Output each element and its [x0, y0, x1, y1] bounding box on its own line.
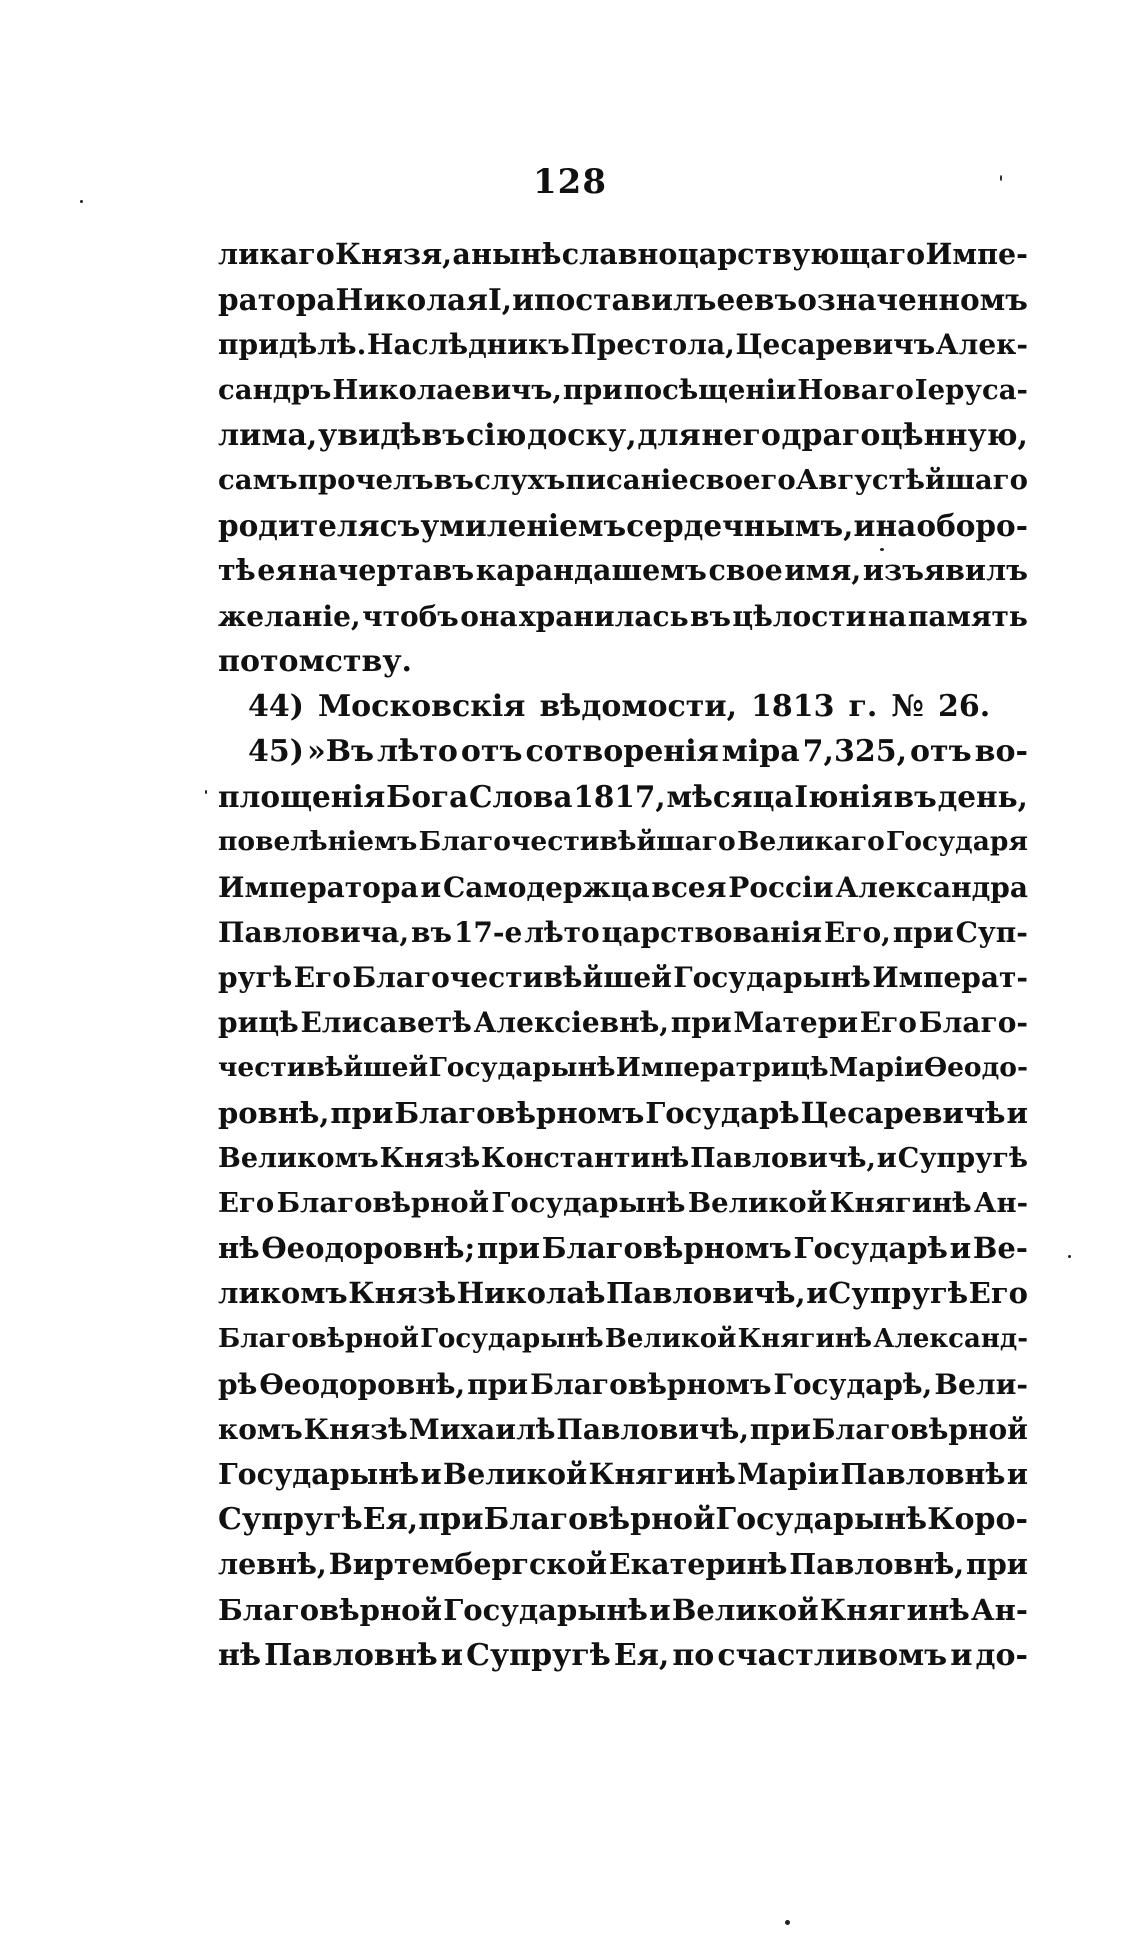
word: Импе-	[925, 237, 1028, 271]
word: чтобъ	[362, 599, 459, 633]
word: I,	[487, 282, 513, 318]
word: всея	[651, 870, 727, 904]
text-line	[218, 1045, 1028, 1090]
word: Императрицѣ	[615, 1052, 829, 1084]
word: и	[1006, 1457, 1028, 1492]
word: на	[875, 508, 917, 544]
word: съ	[379, 508, 421, 544]
text-line	[218, 548, 1028, 593]
word: Благовѣрномъ	[530, 1367, 772, 1401]
text-line	[218, 1271, 1028, 1316]
word: повелѣніемъ	[218, 826, 418, 858]
word: Государѣ,	[773, 1367, 933, 1401]
text-line	[218, 1542, 1028, 1587]
word: рицѣ	[218, 1006, 299, 1040]
word: Цесаревичѣ	[800, 1095, 1006, 1130]
word: Маріи	[737, 1457, 840, 1492]
word: и	[420, 870, 442, 904]
word: Великомъ	[218, 1142, 379, 1174]
word: Его,	[823, 915, 891, 949]
word: отъ	[460, 734, 523, 770]
word: и	[806, 1276, 828, 1311]
word: Благочестивѣйшаго	[418, 826, 736, 858]
word: означенномъ	[797, 282, 1028, 318]
word: Ѳеодоровнѣ;	[261, 1231, 476, 1266]
word: Государынѣ	[715, 1502, 928, 1538]
word: площенія	[218, 779, 386, 815]
word: Государѣ	[645, 1095, 800, 1130]
word: Государынѣ	[218, 1457, 420, 1492]
word: Княгинѣ	[588, 1457, 736, 1492]
scan-speck	[1068, 1255, 1071, 1258]
word: Бога	[386, 779, 469, 815]
word: въ	[690, 599, 731, 633]
word: поставилъ	[534, 282, 717, 318]
word: 26.	[937, 688, 991, 724]
word: желаніе,	[218, 599, 361, 633]
word: Его	[968, 1276, 1028, 1311]
word: умиленіемъ	[420, 508, 627, 544]
word: придѣлѣ.	[218, 328, 367, 362]
word: сердечнымъ,	[626, 508, 854, 544]
word: Россіи	[728, 870, 834, 904]
word: драгоцѣнную,	[781, 417, 1028, 453]
word: міра	[721, 734, 800, 770]
word: нѣ	[218, 1231, 260, 1266]
word: въ	[411, 915, 452, 949]
word: слухъ	[474, 463, 566, 496]
scan-speck	[785, 1920, 790, 1925]
word: Новаго	[797, 373, 914, 406]
word: ратора	[218, 282, 336, 318]
word: Благовѣрной	[811, 1412, 1028, 1446]
word: Цесаревичъ	[735, 328, 936, 362]
word: №	[891, 688, 924, 724]
word: а	[452, 237, 471, 271]
word: ликаго	[218, 237, 335, 271]
word: свое	[708, 553, 783, 588]
word: изъявилъ	[862, 553, 1028, 588]
text-line	[218, 1633, 1028, 1678]
word: самъ	[218, 463, 298, 496]
word: ровнѣ,	[218, 1095, 330, 1130]
word: Великой	[604, 1323, 737, 1354]
word: Екатеринѣ	[608, 1547, 788, 1582]
text-line	[218, 1362, 1028, 1407]
word: лима,	[218, 417, 318, 453]
word: Николаѣ	[456, 1276, 606, 1311]
text-line	[218, 368, 1028, 413]
word: Благочестивѣйшей	[352, 961, 672, 994]
word: при	[670, 1006, 732, 1040]
word: »Въ	[306, 734, 375, 770]
word: Благовѣрной	[218, 1592, 443, 1627]
text-line	[218, 639, 1028, 684]
word: лѣто	[377, 734, 458, 770]
word: Павловнѣ	[840, 1457, 1006, 1492]
word: при	[467, 1367, 529, 1401]
word: Ан-	[971, 1592, 1028, 1627]
word: Государынѣ	[491, 1186, 686, 1219]
word: ея	[257, 553, 297, 588]
word: Ея,	[362, 1502, 419, 1538]
word: 44)	[248, 688, 304, 724]
text-line	[218, 955, 1028, 1000]
text-line	[218, 819, 1028, 864]
word: сію	[465, 417, 527, 453]
word: ругѣ	[218, 961, 293, 994]
text-line	[218, 322, 1028, 367]
word: при	[966, 1547, 1028, 1582]
word: Княгинѣ	[829, 1186, 972, 1219]
word: Императ-	[872, 961, 1028, 994]
word: Елисаветѣ	[300, 1006, 472, 1040]
word: Княгинѣ	[819, 1592, 970, 1627]
word: Павловнѣ,	[789, 1547, 965, 1582]
text-line	[218, 1226, 1028, 1271]
word: Павловнѣ	[264, 1637, 438, 1673]
word: Маріи	[828, 1052, 924, 1084]
text-line	[218, 1497, 1028, 1542]
word: Николаевичъ,	[332, 373, 562, 406]
word: при	[749, 1412, 811, 1446]
word: Супругѣ	[466, 1637, 611, 1673]
word: писаніе	[565, 463, 689, 496]
word: Супругѣ	[897, 1142, 1028, 1174]
text-line	[218, 1317, 1028, 1362]
word: славно	[561, 237, 678, 271]
word: Князѣ	[379, 1142, 481, 1174]
word: на	[867, 599, 907, 633]
word: Ея,	[613, 1637, 670, 1673]
word: Супругѣ	[218, 1502, 363, 1538]
text-line	[218, 594, 1028, 639]
text-line	[218, 1091, 1028, 1136]
word: по	[672, 1637, 715, 1673]
text-line	[218, 503, 1028, 548]
word: Московскія	[317, 688, 526, 724]
word: тѣ	[218, 553, 256, 588]
word: Великой	[442, 1457, 588, 1492]
word: Князѣ	[348, 1276, 457, 1311]
word: Великой	[671, 1592, 819, 1627]
word: счастливомъ	[717, 1637, 948, 1673]
word: и	[649, 1592, 671, 1627]
word: Николая	[335, 282, 488, 318]
word: оборо-	[916, 508, 1028, 544]
word: цѣлости	[732, 599, 867, 633]
word: Благовѣрной	[276, 1186, 490, 1219]
text-line	[218, 277, 1028, 322]
word: него	[701, 417, 781, 453]
word: Престола,	[570, 328, 735, 362]
word: Его	[859, 1006, 917, 1040]
word: и	[950, 1637, 973, 1673]
word: Павловичѣ,	[556, 1412, 749, 1446]
word: лѣто	[524, 915, 600, 949]
word: хранилась	[518, 599, 689, 633]
word: левнѣ,	[218, 1547, 327, 1582]
text-line	[218, 1181, 1028, 1226]
word: сотворенія	[525, 734, 719, 770]
word: Государя	[885, 826, 1028, 858]
scan-speck	[1000, 175, 1002, 181]
word: Іеруса-	[914, 373, 1028, 406]
word: царствующаго	[677, 237, 926, 271]
text-line	[218, 910, 1028, 955]
word: и	[512, 282, 534, 318]
word: 1817,	[573, 779, 666, 815]
word: Ѳеодоровнѣ,	[259, 1367, 466, 1401]
word: мѣсяца	[666, 779, 794, 815]
word: комъ	[218, 1412, 303, 1446]
word: отъ	[910, 734, 972, 770]
word: вѣдомости,	[539, 688, 738, 724]
word: Великаго	[736, 826, 885, 858]
word: Благовѣрномъ	[394, 1095, 645, 1130]
word: потомству.	[218, 643, 412, 679]
word: нѣ	[218, 1637, 262, 1673]
word: Константинѣ	[481, 1142, 690, 1174]
word: и	[949, 1231, 972, 1266]
word: при	[562, 373, 623, 406]
word: во-	[974, 734, 1028, 770]
word: Ан-	[974, 1186, 1028, 1219]
word: своего	[688, 463, 796, 496]
word: Его	[293, 961, 351, 994]
word: Ве-	[972, 1231, 1028, 1266]
text-line	[218, 1000, 1028, 1045]
word: Благовѣрномъ	[541, 1231, 792, 1266]
body-text	[218, 232, 1028, 1678]
word: г.	[848, 688, 878, 724]
word: Михаилѣ	[408, 1412, 556, 1446]
scan-speck	[880, 548, 884, 551]
word: 45)	[248, 734, 304, 770]
word: при	[418, 1502, 484, 1538]
word: для	[637, 417, 701, 453]
word: Павловича,	[218, 915, 410, 949]
word: Вели-	[934, 1367, 1028, 1401]
word: при	[892, 915, 954, 949]
word: посѣщеніи	[623, 373, 797, 406]
word: и	[1006, 1095, 1028, 1130]
text-line	[218, 1407, 1028, 1452]
text-line	[218, 232, 1028, 277]
word: Великой	[687, 1186, 828, 1219]
text-line	[218, 774, 1028, 819]
word: Благовѣрной	[483, 1502, 716, 1538]
word: и	[853, 508, 876, 544]
word: Князя,	[335, 237, 453, 271]
word: въ	[433, 463, 474, 496]
scan-speck	[80, 200, 83, 203]
word: родителя	[218, 508, 380, 544]
word: Супругѣ	[828, 1276, 969, 1311]
word: при	[476, 1231, 540, 1266]
word: Ѳеодо-	[923, 1052, 1028, 1084]
word: до-	[975, 1637, 1028, 1673]
word: Павловичѣ,	[606, 1276, 806, 1311]
footnote-45-start	[218, 729, 1028, 774]
scan-speck	[205, 790, 207, 794]
word: Государѣ	[793, 1231, 948, 1266]
text-line	[218, 413, 1028, 458]
word: имя,	[784, 553, 862, 588]
word: Алек-	[935, 328, 1028, 362]
word: день,	[937, 779, 1028, 815]
word: 17-е	[453, 915, 523, 949]
word: Матери	[733, 1006, 859, 1040]
word: карандашемъ	[475, 553, 707, 588]
word: и	[440, 1637, 464, 1673]
word: Іюнія	[794, 779, 893, 815]
word: сандръ	[218, 373, 332, 406]
word: Государынѣ	[428, 1052, 616, 1084]
word: 7,325,	[802, 734, 908, 770]
word: въ	[754, 282, 798, 318]
word: Благовѣрной	[218, 1323, 419, 1354]
word: ее	[716, 282, 755, 318]
word: доску,	[527, 417, 637, 453]
word: Самодержца	[443, 870, 650, 904]
word: Виртембергской	[328, 1547, 608, 1582]
text-line	[218, 865, 1028, 910]
word: Наслѣдникъ	[367, 328, 570, 362]
word: ликомъ	[218, 1276, 348, 1311]
word: Слова	[468, 779, 573, 815]
word: Августѣйшаго	[795, 463, 1028, 496]
word: Александ-	[873, 1323, 1028, 1354]
word: рѣ	[218, 1367, 258, 1401]
footnote-44	[218, 684, 1028, 729]
word: при	[330, 1095, 394, 1130]
word: честивѣйшей	[218, 1052, 429, 1084]
word: нынѣ	[471, 237, 562, 271]
page-number: 128	[533, 162, 607, 202]
word: Государынѣ	[443, 1592, 648, 1627]
text-line	[218, 458, 1028, 503]
word: Княгинѣ	[737, 1323, 873, 1354]
word: Благо-	[918, 1006, 1028, 1040]
word: она	[460, 599, 518, 633]
word: Его	[218, 1186, 275, 1219]
text-line	[218, 1588, 1028, 1633]
word: въ	[893, 779, 937, 815]
word: увидѣвъ	[318, 417, 466, 453]
word: царствованія	[601, 915, 822, 949]
text-line	[218, 1452, 1028, 1497]
word: память	[907, 599, 1028, 633]
word: 1813	[751, 688, 835, 724]
word: Князѣ	[303, 1412, 408, 1446]
word: Императора	[218, 870, 419, 904]
text-line	[218, 1136, 1028, 1181]
word: Государынѣ	[420, 1323, 604, 1354]
word: Коро-	[927, 1502, 1028, 1538]
word: Государынѣ	[673, 961, 871, 994]
word: начертавъ	[298, 553, 475, 588]
word: и	[420, 1457, 442, 1492]
word: прочелъ	[297, 463, 434, 496]
word: Алексіевнѣ,	[473, 1006, 670, 1040]
word: Павловичѣ,	[690, 1142, 876, 1174]
word: Александра	[835, 870, 1028, 904]
word: Суп-	[955, 915, 1028, 949]
word: и	[876, 1142, 897, 1174]
